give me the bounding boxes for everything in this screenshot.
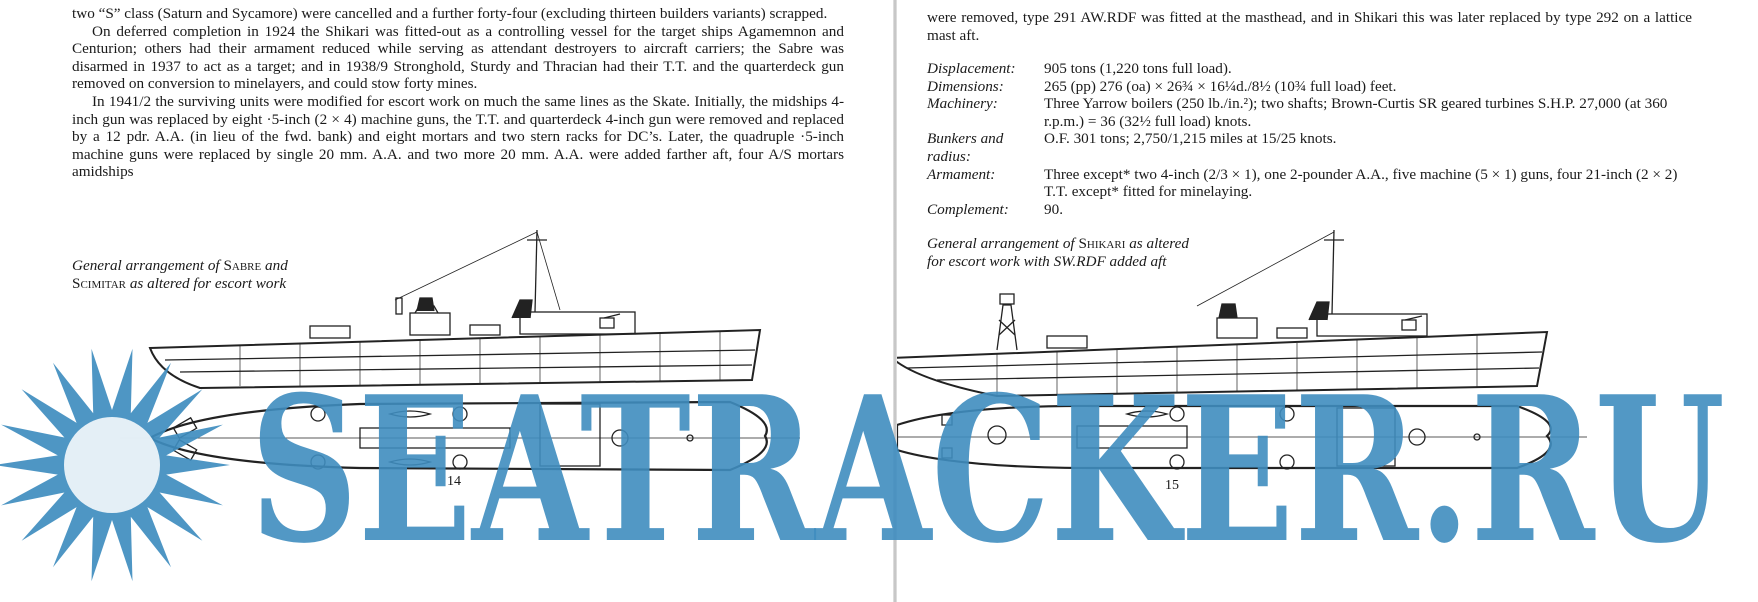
paragraph: two “S” class (Saturn and Sycamore) were cancelled and a further forty-four (excluding thirteen builders variants) scrapped. (72, 5, 828, 22)
right-page (897, 0, 1758, 602)
spec-row: Machinery: Three Yarrow boilers (250 lb./in.²); two shafts; Brown-Curtis SR geared turbines S.H.P. 27,000 (at 360 r.p.m.) = 36 (32½ full load) knots. (927, 95, 1668, 130)
specifications-table (927, 60, 1692, 218)
page-number: 14 (447, 474, 461, 489)
right-body-text (927, 9, 1692, 44)
ship-drawing-shikari (897, 200, 1758, 540)
watermark-text: SEATRACKER.RU (250, 353, 1725, 588)
spec-row: Complement: 90. (927, 200, 1063, 218)
paragraph: In 1941/2 the surviving units were modified for escort work on much the same lines as the Skate. Initially, the midships 4-inch gun was replaced by eight ·5-inch (2 × 4) machine guns, the T.T. and quarterdeck 4-inch gun were removed and replaced by a 12 pdr. A.A. (in lieu of the fwd. bank) and eight mortars and two stern racks for DC’s. Later, the quadruple ·5-inch machine guns were replaced by single 20 mm. A.A. and two more 20 mm. A.A. were added farther aft, four A/S mortars amidships (72, 92, 844, 181)
figure-caption: General arrangement of Sabre and Scimitar as altered for escort work (72, 257, 288, 292)
spec-row: Dimensions: 265 (pp) 276 (oa) × 26¾ × 16¼d./8½ (10¾ full load) feet. (927, 77, 1397, 95)
spec-row: Armament: Three except* two 4-inch (2/3 × 1), one 2-pounder A.A., five machine (5 × 1) guns, four 21-inch (2 × 2) T.T. except* fitted for minelaying. (927, 165, 1678, 201)
page-number: 15 (1165, 478, 1179, 493)
figure-caption: General arrangement of Shikari as altered for escort work with SW.RDF added aft (927, 235, 1189, 270)
paragraph: On deferred completion in 1924 the Shikari was fitted-out as a controlling vessel for the target ships Agamemnon and Centurion; others had their armament reduced while serving as attendant destroyers to aircraft carriers; the Sabre was disarmed in 1937 to act as a target; and in 1938/9 Stronghold, Sturdy and Thracian had their T.T. and the quarterdeck gun removed on conversion to minelayers, and could stow forty mines. (72, 22, 844, 93)
spec-row: Displacement: 905 tons (1,220 tons full load). (927, 60, 1232, 77)
paragraph: were removed, type 291 AW.RDF was fitted at the masthead, and in Shikari this was later replaced by type 292 on a lattice mast aft. (927, 9, 1692, 44)
left-body-text (72, 5, 844, 181)
spec-row: Bunkers and radius: O.F. 301 tons; 2,750/1,215 miles at 15/25 knots. (927, 130, 1337, 165)
